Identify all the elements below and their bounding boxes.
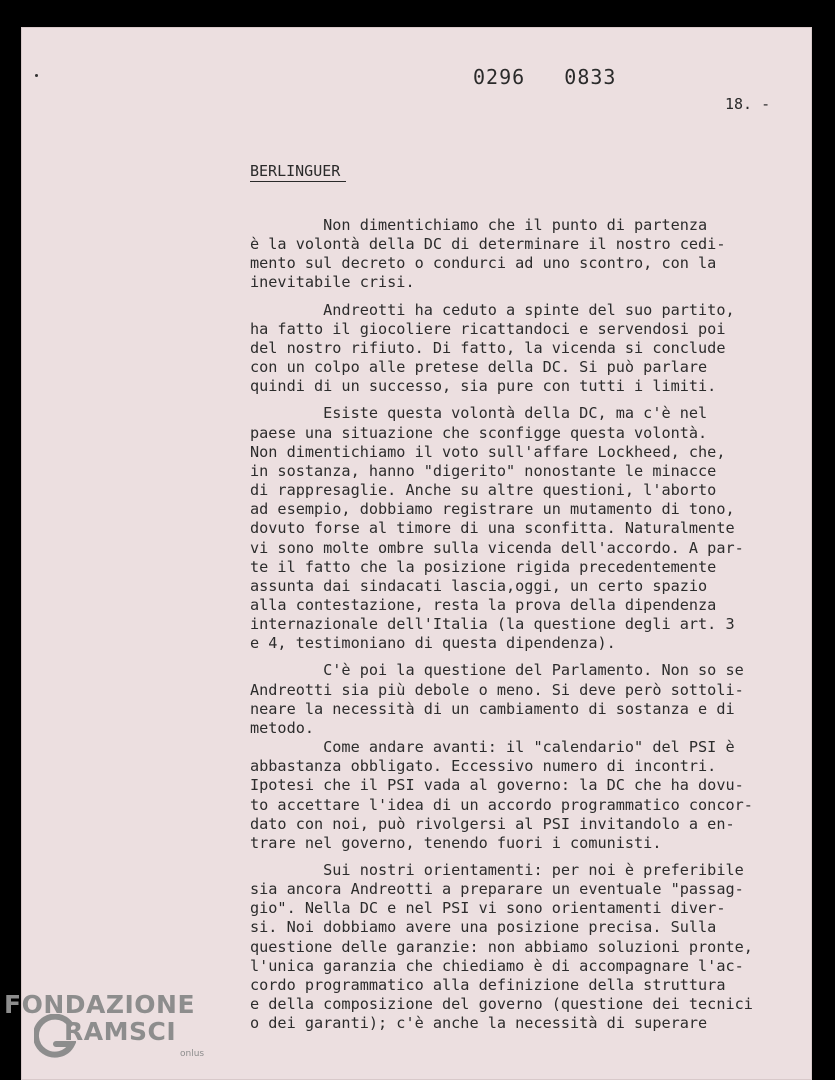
paragraph-1: Non dimentichiamo che il punto di partenza è la volontà della DC di determinare il nostro cedi- mento sul decreto o condurci ad uno scontro, con la inevitabile crisi. bbox=[250, 216, 726, 292]
paragraph-2: Andreotti ha ceduto a spinte del suo partito, ha fatto il giocoliere ricattandoci e servendosi poi del nostro rifiuto. Di fatto, la vicenda si conclude con un colpo alle pretese della DC. Si può parlare quindi di un successo, sia pure con tutti i limiti. bbox=[250, 300, 735, 396]
fondazione-gramsci-watermark bbox=[4, 990, 214, 1076]
page-number: 18. - bbox=[725, 95, 771, 113]
paragraph-5: Come andare avanti: il "calendario" del PSI è abbastanza obbligato. Eccessivo numero di incontri. Ipotesi che il PSI vada al governo: la DC che ha dovu- to accettare l'idea di un accordo programmatico concor- dato con noi, può rivolgersi al PSI invitandolo a en- trare nel governo, tenendo fuori i comunisti. bbox=[250, 738, 753, 852]
archive-code: 0296 0833 bbox=[473, 65, 617, 89]
paragraph-4: C'è poi la questione del Parlamento. Non so se Andreotti sia più debole o meno. Si deve però sottoli- neare la necessità di un cambiamento di sostanza e di metodo. bbox=[250, 661, 744, 737]
watermark-line1: FONDAZIONE bbox=[4, 990, 196, 1019]
paragraph-6: Sui nostri orientamenti: per noi è preferibile sia ancora Andreotti a preparare un eventuale "passag- gio". Nella DC e nel PSI vi sono orientamenti diver- si. Noi dobbiamo avere una posizione precisa. Sulla questione delle garanzie: non abbiamo soluzioni pronte, l'unica garanzia che chiediamo è di accompagnare l'ac- cordo programmatico alla definizione della struttura e della composizione del governo (questione dei tecnici o dei garanti); c'è anche la necessità di superare bbox=[250, 861, 753, 1033]
body-text bbox=[250, 216, 810, 1041]
watermark-line2: RAMSCI bbox=[64, 1017, 177, 1046]
watermark-suffix: onlus bbox=[180, 1049, 205, 1059]
document-page bbox=[21, 27, 812, 1080]
margin-dot bbox=[35, 74, 38, 77]
speaker-heading: BERLINGUER bbox=[250, 162, 346, 182]
paragraph-3: Esiste questa volontà della DC, ma c'è nel paese una situazione che sconfigge questa volontà. Non dimentichiamo il voto sull'affare Lockheed, che, in sostanza, hanno "digerito" nonostante le minacce di rappresaglie. Anche su altre questioni, l'aborto ad esempio, dobbiamo registrare un mutamento di tono, dovuto forse al timore di una sconfitta. Naturalmente vi sono molte ombre sulla vicenda dell'accordo. A par- te il fatto che la posizione rigida precedentemente assunta dai sindacati lascia,oggi, un certo spazio alla contestazione, resta la prova della dipendenza internazionale dell'Italia (la questione degli art. 3 e 4, testimoniano di questa dipendenza). bbox=[250, 404, 744, 653]
